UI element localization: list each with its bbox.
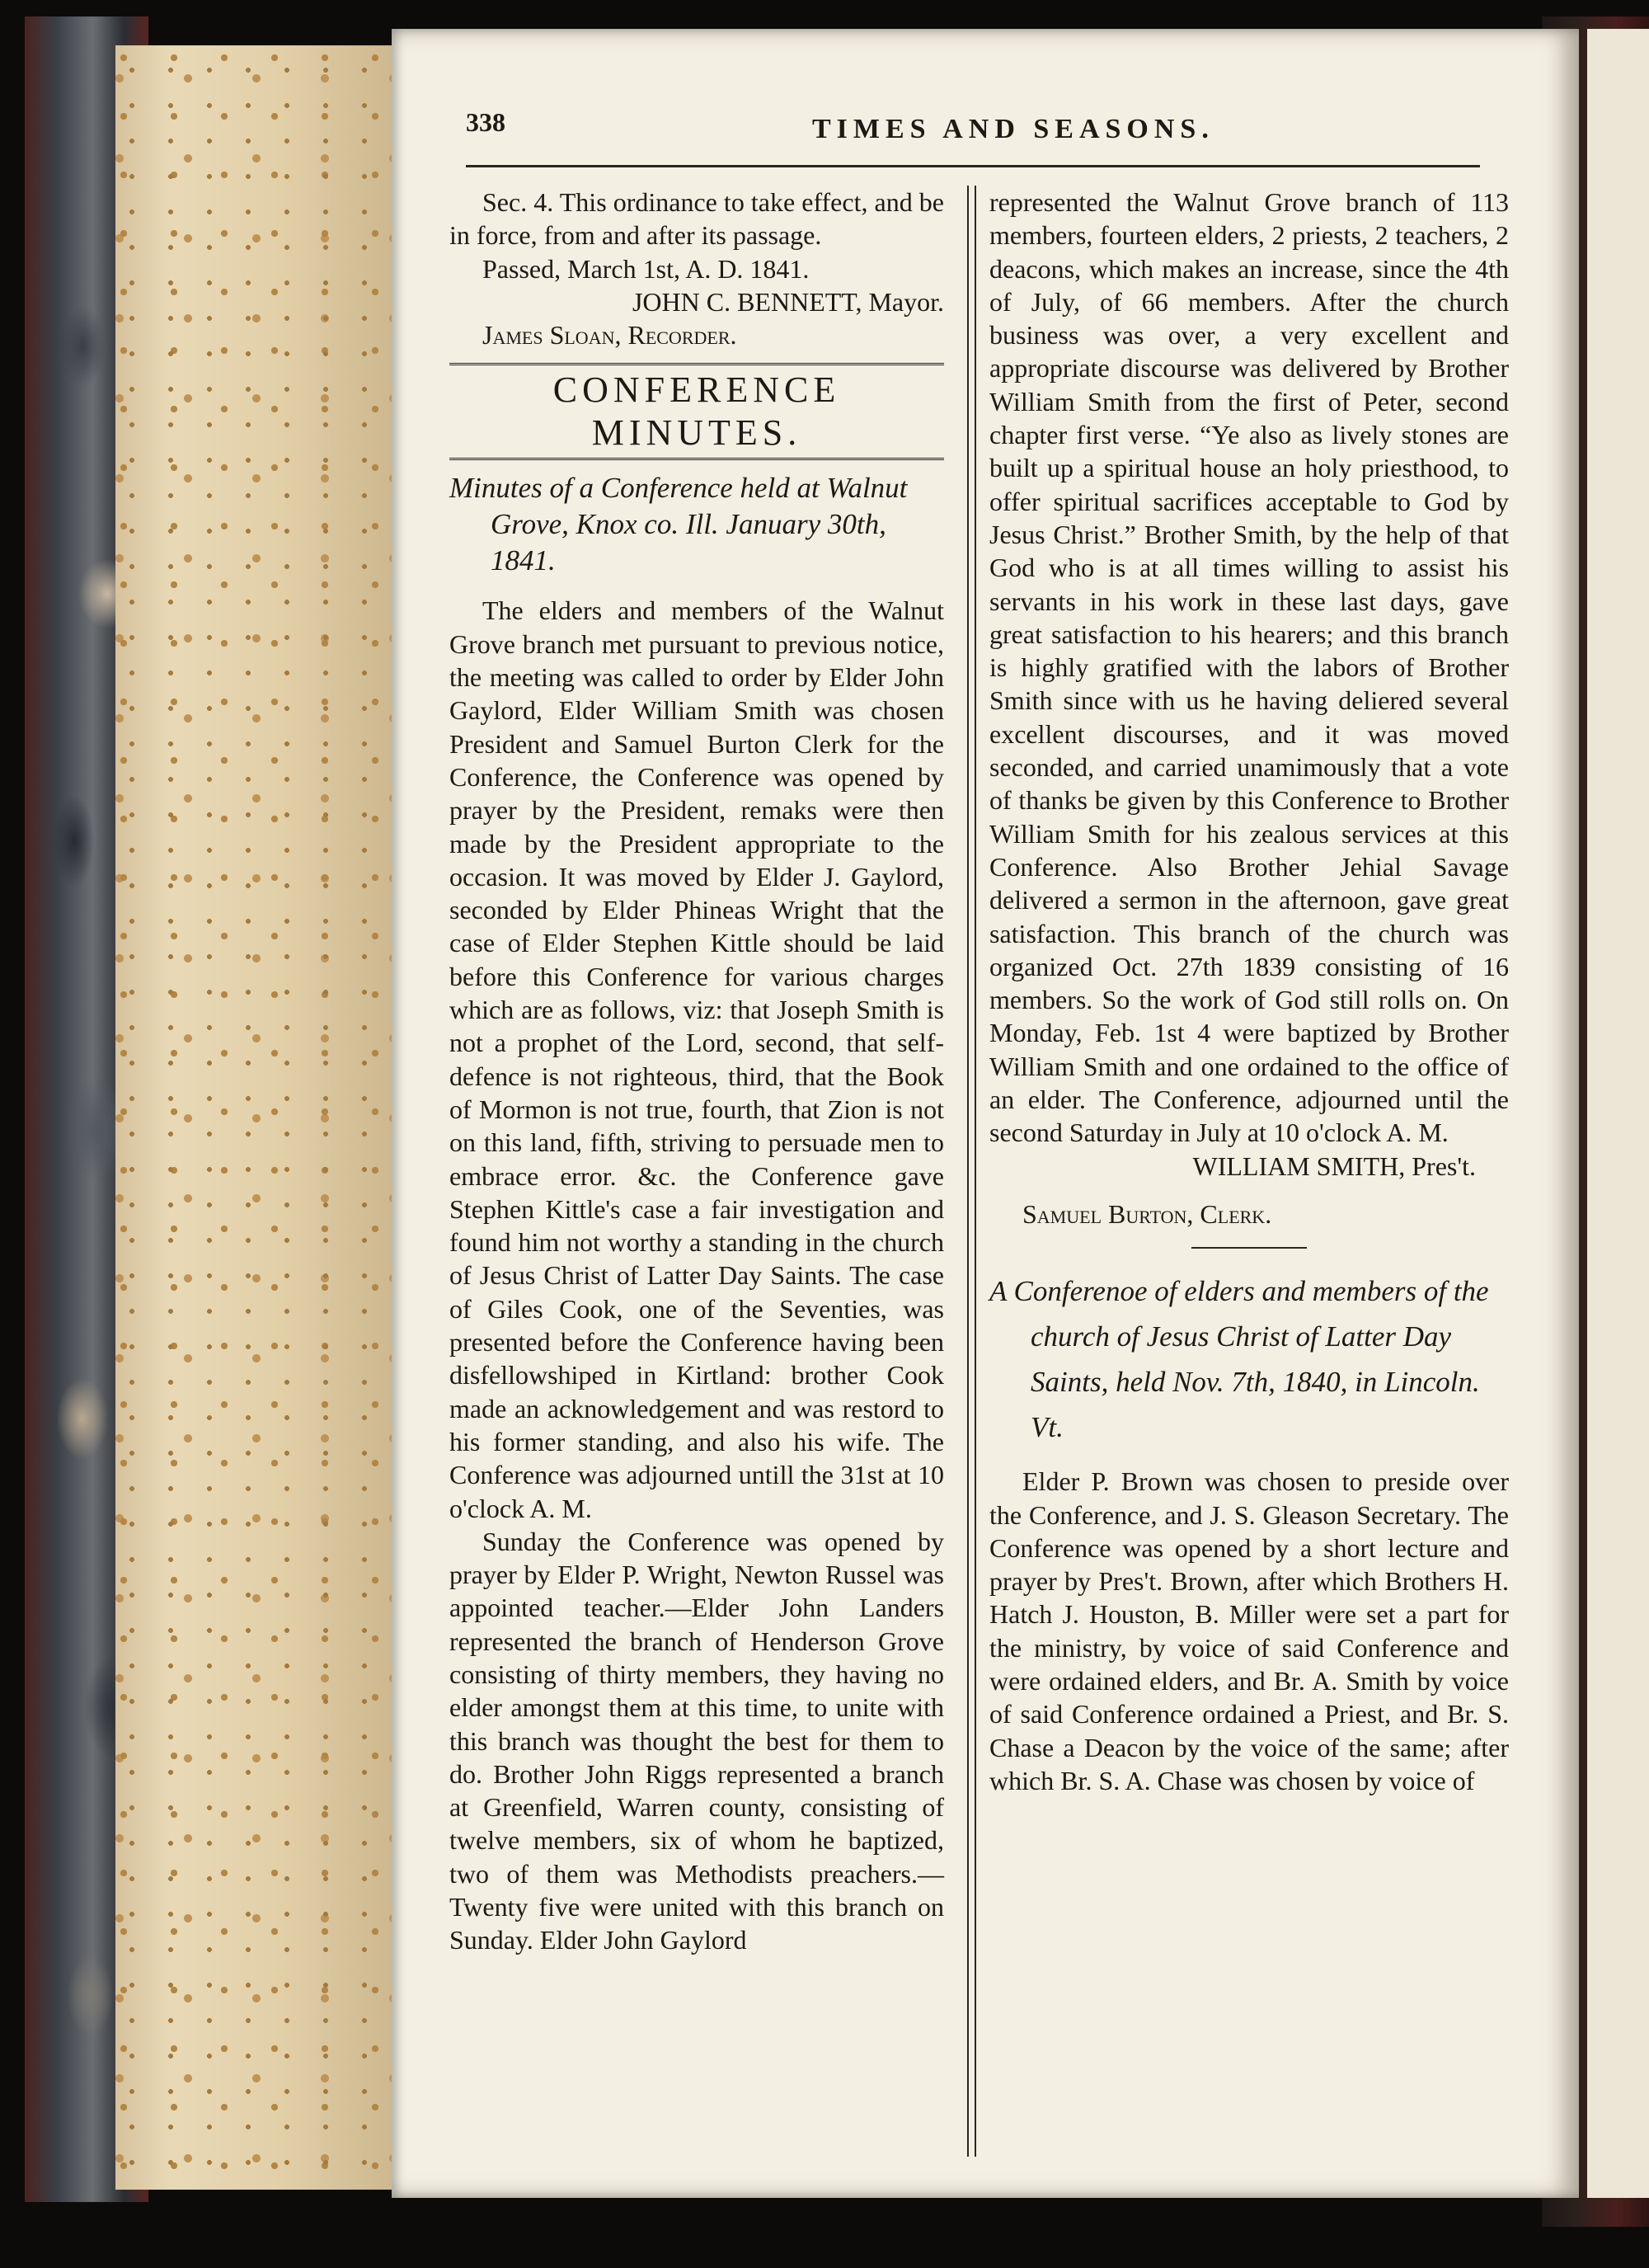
minutes-continuation: represented the Walnut Grove branch of 113 members, fourteen elders, 2 priests, 2 teachers, 2 deacons, which makes an increase, since the 4th of July, of 66 members. After the church business was over, a very excellent and appropriate discourse was delivered by Brother William Smith from the first of Peter, second chapter first verse. “Ye also as lively stones are built up a spiritual house an holy priesthood, to offer spiritual sacrifices acceptable to God by Jesus Christ.” Brother Smith, by the help of that God who is at all times willing to assist his servants in his work in these last days, gave great satisfaction to his hearers; and this branch is highly gratified with the labors of Brother Smith since with us he having deliered several excellent discourses, and it was moved seconded, and carried unamimously that a vote of thanks be given by this Conference to Brother William Smith for his zealous services at this Conference. Also Brother Jehial Savage delivered a sermon in the afternoon, gave great satisfaction. This branch of the church was organized Oct. 27th 1839 consisting of 16 members. So the work of God still rolls on. On Monday, Feb. 1st 4 were baptized by Brother William Smith and one ordained to the office of an elder. The Conference, adjourned until the second Saturday in July at 10 o'clock A. M. <box>989 187 1509 1148</box>
column-left <box>449 186 944 1957</box>
page-edges <box>115 45 393 2190</box>
page <box>392 29 1579 2198</box>
minutes-subheading: Minutes of a Conference held at Walnut Grove, Knox co. Ill. January 30th, 1841. <box>449 472 908 577</box>
running-header <box>466 107 1480 167</box>
passed-date: Passed, March 1st, A. D. 1841. <box>482 253 810 284</box>
conference-subheading: A Conferenoe of elders and members of the church of Jesus Christ of Latter Day Saints, held Nov. 7th, 1840, in Lincoln. Vt. <box>989 1275 1489 1444</box>
conference-paragraph: Elder P. Brown was chosen to preside over the Conference, and J. S. Gleason Secretary. The Conference was opened by a short lecture and prayer by Pres't. Brown, after which Brothers H. Hatch J. Houston, B. Miller were set a part for the ministry, by voice of said Conference and were ordained elders, and Br. A. Smith by voice of said Conference ordained a Priest, and Br. S. Chase a Deacon by the voice of the same; after which Br. S. A. Chase was chosen by voice of <box>989 1466 1509 1795</box>
president-signature: WILLIAM SMITH, Pres't. <box>1192 1150 1476 1181</box>
section-heading: CONFERENCE MINUTES. <box>449 363 944 460</box>
clerk-signature: Samuel Burton, Clerk. <box>1022 1198 1272 1229</box>
adjacent-page-edge <box>1587 29 1649 2198</box>
minutes-paragraph-1: The elders and members of the Walnut Grove branch met pursuant to previous notice, the meeting was called to order by Elder John Gaylord, Elder William Smith was chosen President and Samuel Burton Clerk for the Conference, the Conference was opened by prayer by the President, remaks were then made by the President appropriate to the occasion. It was moved by Elder J. Gaylord, seconded by Elder Phineas Wright that the case of Elder Stephen Kittle should be laid before this Conference for various charges which are as follows, viz: that Joseph Smith is not a prophet of the Lord, second, that self-defence is not righteous, third, that the Book of Mormon is not true, fourth, that Zion is not on this land, fifth, striving to persuade men to embrace error. &c. the Conference gave Stephen Kittle's case a fair investigation and found him not worthy a standing in the church of Jesus Christ of Latter Day Saints. The case of Giles Cook, one of the Seventies, was presented before the Conference having been disfellowshiped in Kirtland: brother Cook made an acknowledgement and was restord to his former standing, and also his wife. The Conference was adjourned untill the 31st at 10 o'clock A. M. <box>449 595 944 1523</box>
page-number: 338 <box>466 107 505 137</box>
minutes-paragraph-2: Sunday the Conference was opened by prayer by Elder P. Wright, Newton Russel was appointed teacher.—Elder John Landers represented the branch of Henderson Grove consisting of thirty members, they having no elder amongst them at this time, to unite with this branch was thought the best for them to do. Brother John Riggs represented a branch at Greenfield, Warren county, consisting of twelve members, six of whom he baptized, two of them was Methodists preachers.—Twenty five were united with this branch on Sunday. Elder John Gaylord <box>449 1526 944 1955</box>
recorder-signature: James Sloan, Recorder. <box>482 320 737 351</box>
mayor-signature: JOHN C. BENNETT, Mayor. <box>632 286 944 317</box>
section-4-text: Sec. 4. This ordinance to take effect, and be in force, from and after its passage. <box>449 187 944 251</box>
periodical-title: TIMES AND SEASONS. <box>812 114 1214 144</box>
column-right <box>989 186 1509 1797</box>
divider <box>1191 1247 1307 1249</box>
column-rule <box>967 186 976 2157</box>
